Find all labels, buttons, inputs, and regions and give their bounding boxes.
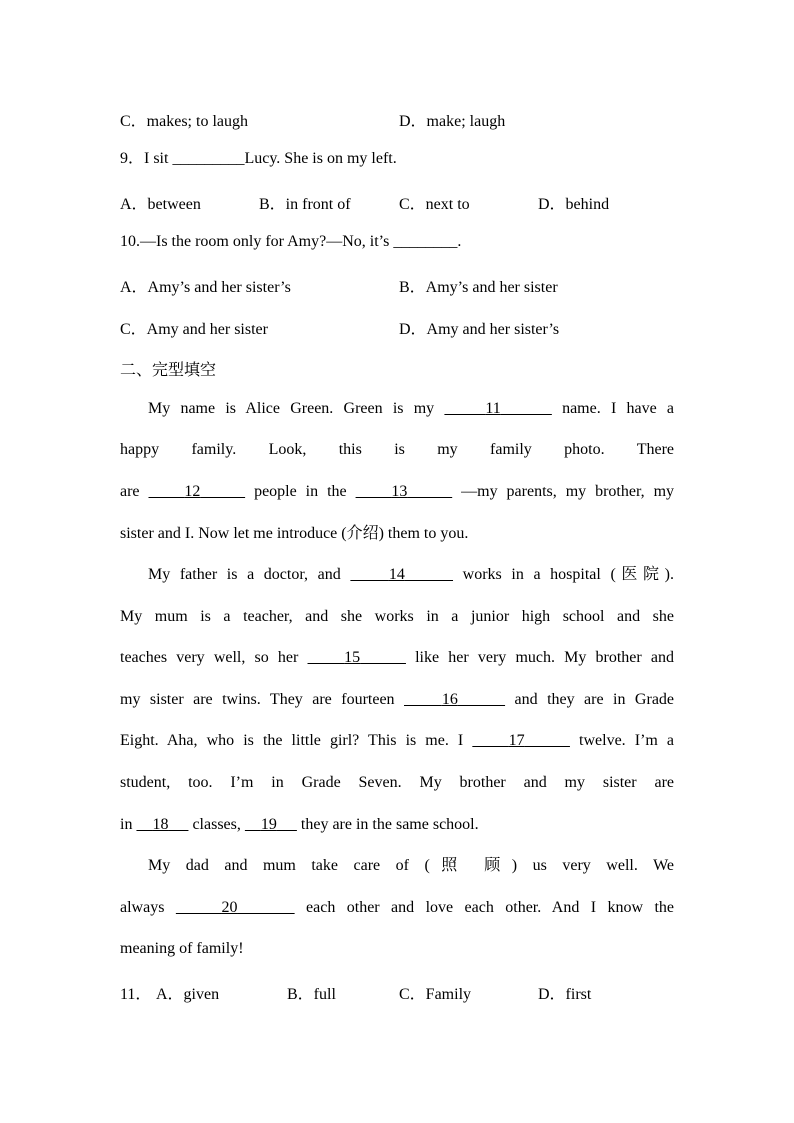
passage-line-1 <box>120 399 674 419</box>
text: —my parents, my brother, my <box>452 483 675 500</box>
blank-number: 18 <box>152 816 169 833</box>
text: people in the <box>245 483 356 500</box>
text: they are in the same school. <box>296 816 479 833</box>
q10-option-d: D．Amy and her sister’s <box>399 321 560 338</box>
blank-12 <box>149 483 246 500</box>
text: in <box>120 816 137 833</box>
text: each other and love each other. And I know the <box>294 899 675 916</box>
passage-line-5 <box>120 565 674 585</box>
blank-18 <box>136 816 188 833</box>
text: my sister are twins. They are fourteen <box>120 691 404 708</box>
q10-option-c: C．Amy and her sister <box>120 321 268 338</box>
text: twelve. I’m a <box>569 732 675 749</box>
section-title: 二、完型填空 <box>120 362 217 379</box>
text: and they are in Grade <box>505 691 675 708</box>
passage-line-6: My mum is a teacher, and she works in a junior high school and she <box>120 608 674 625</box>
q11-option-c: C．Family <box>399 986 472 1003</box>
blank-number: 17 <box>508 732 525 749</box>
blank-number: 12 <box>184 483 201 500</box>
q8-option-d: D．make; laugh <box>399 113 506 130</box>
q9-stem <box>120 149 674 169</box>
text: Eight. Aha, who is the little girl? This is me. I <box>120 732 473 749</box>
q10-stem <box>120 232 674 252</box>
text: like her very much. My brother and <box>405 649 674 666</box>
blank-16 <box>404 691 505 708</box>
text: teaches very well, so her <box>120 649 308 666</box>
text: My name is Alice Green. Green is my <box>148 400 445 417</box>
passage-line-12: My dad and mum take care of (照 顾) us very well. We <box>148 857 674 874</box>
passage-line-9 <box>120 731 674 751</box>
q10-option-b: B．Amy’s and her sister <box>399 279 558 296</box>
text: works in a hospital (医院). <box>453 566 674 583</box>
passage-line-8 <box>120 690 674 710</box>
q11-option-b: B．full <box>287 986 336 1003</box>
q11-option-a: A．given <box>156 986 220 1003</box>
text: always <box>120 899 176 916</box>
q9-option-a: A．between <box>120 196 201 213</box>
blank-number: 14 <box>388 566 405 583</box>
q10-stem-post: . <box>457 233 462 250</box>
passage-line-2: happy family. Look, this is my family photo. There <box>120 441 674 458</box>
blank-number: 16 <box>441 691 458 708</box>
q9-blank: _________ <box>172 150 245 167</box>
q8-option-c: C．makes; to laugh <box>120 113 248 130</box>
q9-option-c: C．next to <box>399 196 470 213</box>
passage-line-11 <box>120 815 674 835</box>
passage-line-4: sister and I. Now let me introduce (介绍) them to you. <box>120 525 469 542</box>
q9-option-d: D．behind <box>538 196 610 213</box>
q10-option-a: A．Amy’s and her sister’s <box>120 279 291 296</box>
passage-line-3 <box>120 482 674 502</box>
passage-line-10: student, too. I’m in Grade Seven. My brother and my sister are <box>120 774 674 791</box>
text: name. I have a <box>551 400 675 417</box>
q9-stem-post: Lucy. She is on my left. <box>244 150 397 167</box>
blank-11 <box>444 400 551 417</box>
q9-stem-pre: 9．I sit <box>120 150 173 167</box>
blank-15 <box>308 649 406 666</box>
blank-number: 15 <box>344 649 361 666</box>
q10-blank: ________ <box>393 233 458 250</box>
blank-13 <box>356 483 453 500</box>
blank-number: 20 <box>221 899 238 916</box>
q10-stem-pre: 10.—Is the room only for Amy?—No, it’s <box>120 233 394 250</box>
passage-line-7 <box>120 648 674 668</box>
q11-option-d: D．first <box>538 986 592 1003</box>
passage-line-13 <box>120 898 674 918</box>
blank-17 <box>472 732 570 749</box>
text: classes, <box>188 816 245 833</box>
q9-option-b: B．in front of <box>259 196 351 213</box>
q11-number: 11． <box>120 986 152 1003</box>
text: are <box>120 483 149 500</box>
blank-number: 13 <box>391 483 408 500</box>
blank-number: 11 <box>485 400 501 417</box>
blank-20 <box>176 899 295 916</box>
blank-14 <box>350 566 453 583</box>
passage-line-14: meaning of family! <box>120 940 244 957</box>
text: My father is a doctor, and <box>148 566 351 583</box>
blank-19 <box>245 816 297 833</box>
blank-number: 19 <box>260 816 277 833</box>
